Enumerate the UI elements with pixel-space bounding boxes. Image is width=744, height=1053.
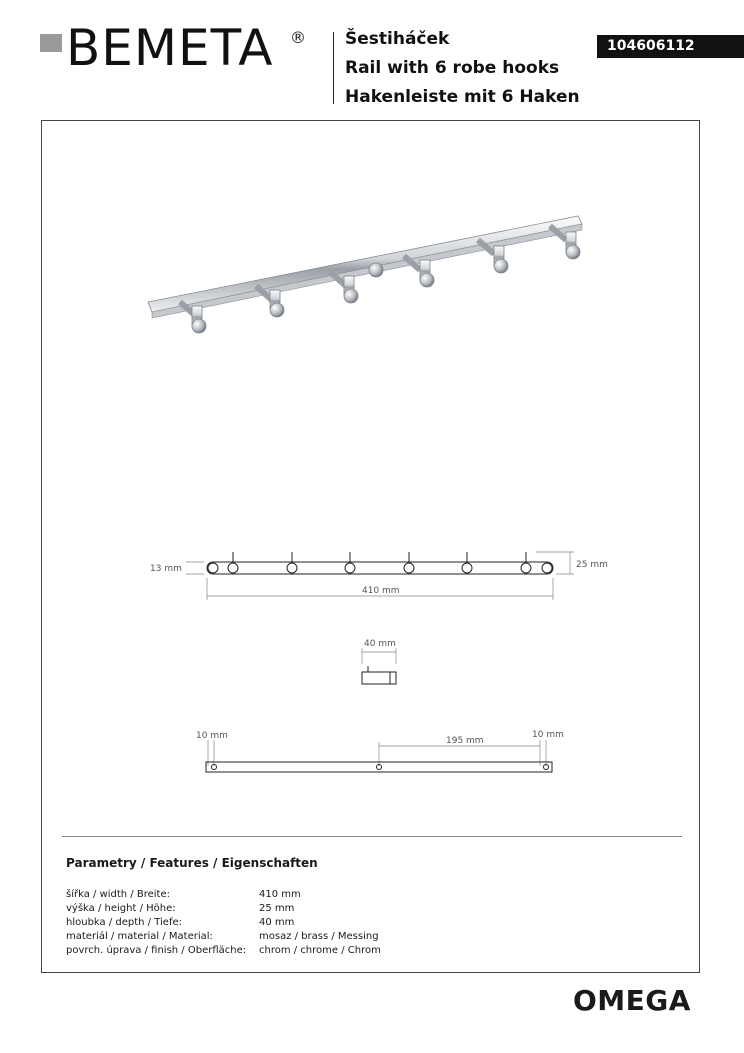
height-dimension: 13 mm [150,564,182,574]
spec-value: 25 mm [259,903,295,914]
robe-hook [256,286,284,317]
brand-logo: BEMETA [66,19,274,77]
mounting-view-drawing [190,728,570,784]
spec-row-depth [66,916,426,930]
spec-label: výška / height / Höhe: [66,903,176,914]
spec-value: mosaz / brass / Messing [259,931,379,942]
right-offset-dimension: 10 mm [532,730,564,740]
features-heading: Parametry / Features / Eigenschaften [66,856,318,870]
side-profile [362,672,396,684]
spec-label: šířka / width / Breite: [66,889,170,900]
rail-outline [207,562,553,574]
depth-dimension: 40 mm [364,639,396,649]
product-title-en: Rail with 6 robe hooks [345,58,560,78]
robe-hook [180,302,206,333]
series-name: OMEGA [573,984,691,1017]
side-view-drawing [352,636,412,688]
end-cap [208,563,218,573]
center-cap [369,263,383,277]
spec-value: 40 mm [259,917,295,928]
rail-body [148,216,582,318]
hole-spacing-dimension: 195 mm [446,736,484,746]
registered-mark: ® [290,28,306,47]
spec-label: hloubka / depth / Tiefe: [66,917,182,928]
header-divider [333,32,334,104]
spec-row-material [66,930,426,944]
spec-label: povrch. úprava / finish / Oberfläche: [66,945,247,956]
total-height-dimension: 25 mm [576,560,608,570]
width-dimension: 410 mm [362,586,400,596]
product-code-badge: 104606112 [597,35,744,58]
logo-mark [40,34,62,52]
robe-hook [330,272,358,303]
spec-label: materiál / material / Material: [66,931,213,942]
spec-row-height [66,902,426,916]
product-title-de: Hakenleiste mit 6 Haken [345,87,580,107]
end-cap [542,563,552,573]
spec-row-width [66,888,426,902]
spec-value: chrom / chrome / Chrom [259,945,381,956]
spec-row-finish [66,944,426,958]
spec-value: 410 mm [259,889,301,900]
left-offset-dimension: 10 mm [196,731,228,741]
product-title-cz: Šestiháček [345,29,450,49]
product-illustration [140,210,590,340]
features-divider [62,836,682,837]
front-view-drawing [140,548,610,608]
